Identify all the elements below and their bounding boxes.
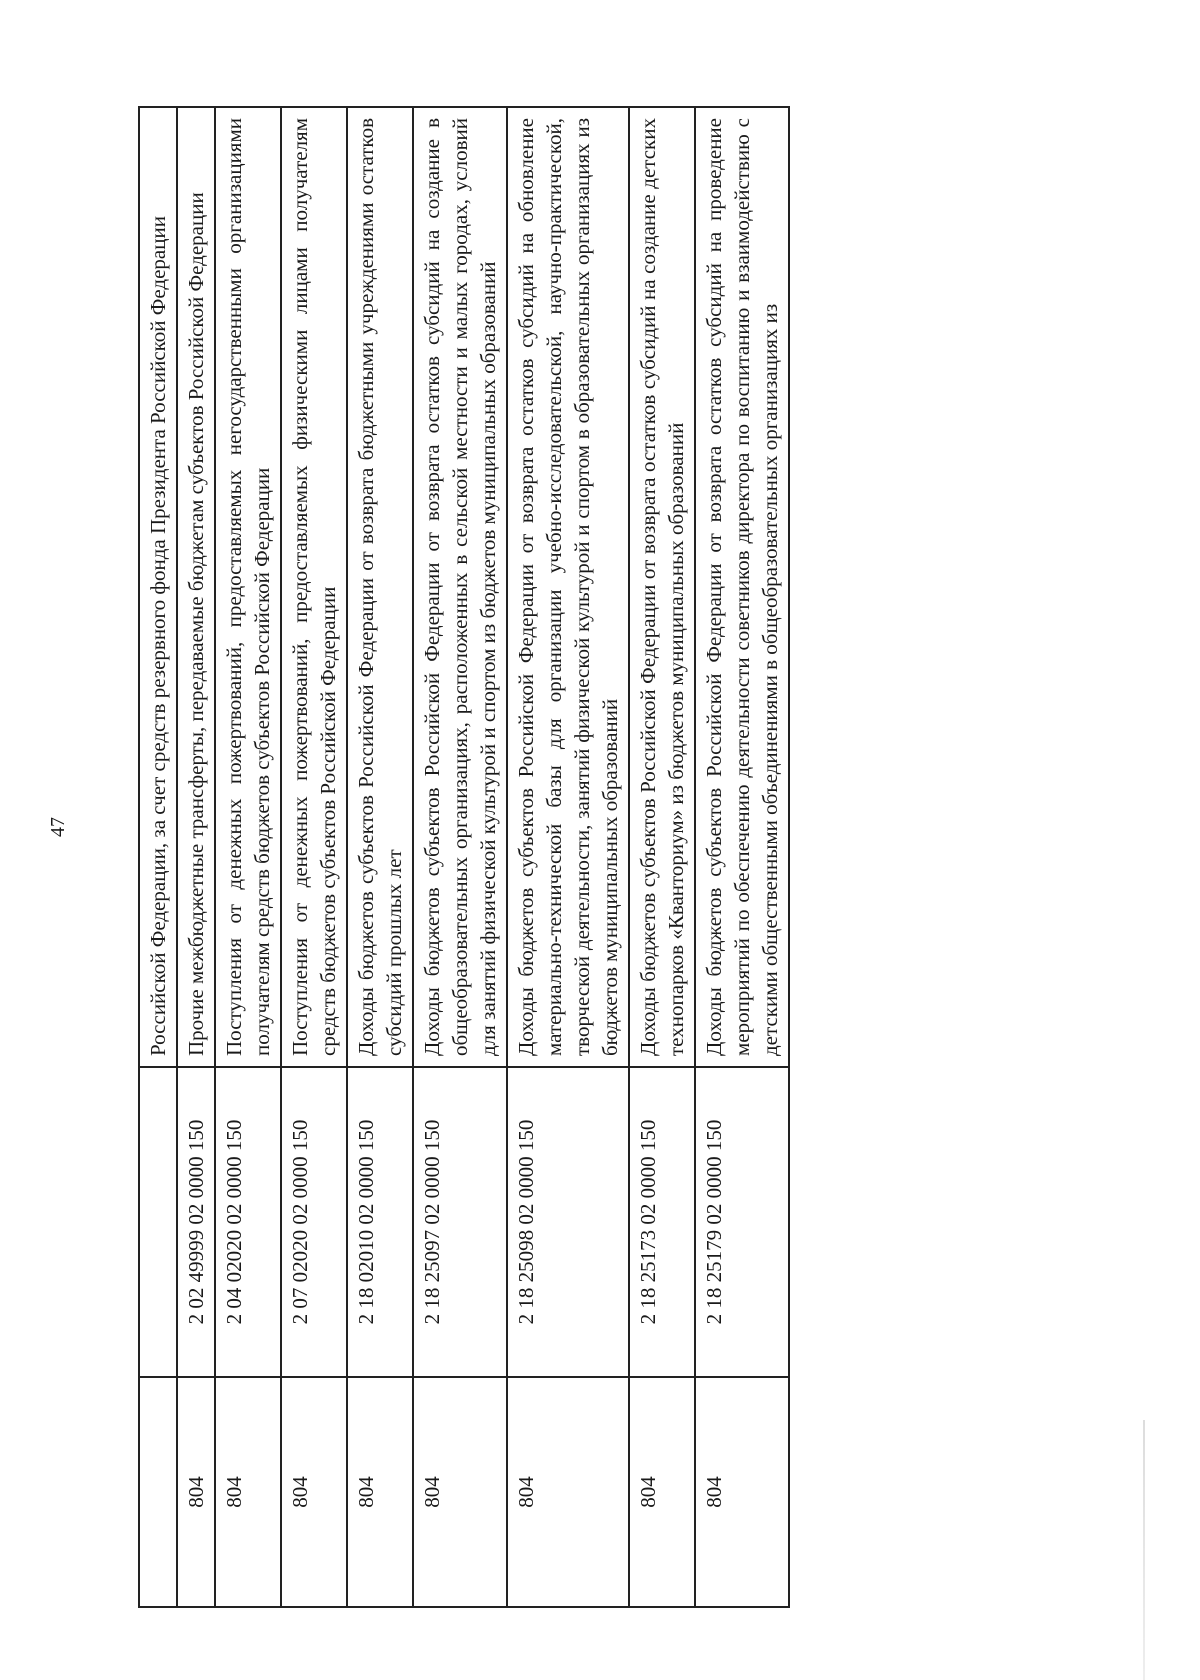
rotated-table-frame — [138, 108, 1062, 1608]
description-cell: Поступления от денежных пожертвований, предоставляемых физическими лицами получателям средств бюджетов субъектов Российской Федерации — [281, 107, 347, 1067]
budget-code-cell: 2 18 25179 02 0000 150 — [695, 1067, 789, 1377]
admin-code-cell: 804 — [413, 1377, 507, 1607]
admin-code-cell: 804 — [215, 1377, 281, 1607]
budget-code-cell: 2 18 25098 02 0000 150 — [507, 1067, 629, 1377]
page-number: 47 — [47, 817, 69, 837]
scan-edge-mark — [1143, 1420, 1145, 1680]
description-cell: Доходы бюджетов субъектов Российской Федерации от возврата остатков субсидий на создание детских технопарков «Кванториум» из бюджетов муниципальных образований — [629, 107, 695, 1067]
table-row — [413, 107, 507, 1607]
table-row — [347, 107, 413, 1607]
table-row — [695, 107, 789, 1607]
budget-code-cell — [139, 1067, 177, 1377]
admin-code-cell: 804 — [347, 1377, 413, 1607]
table-row — [281, 107, 347, 1607]
admin-code-cell: 804 — [507, 1377, 629, 1607]
description-cell: Прочие межбюджетные трансферты, передаваемые бюджетам субъектов Российской Федерации — [177, 107, 215, 1067]
table-row — [177, 107, 215, 1607]
budget-code-cell: 2 04 02020 02 0000 150 — [215, 1067, 281, 1377]
table-row — [139, 107, 177, 1607]
description-cell: Доходы бюджетов субъектов Российской Федерации от возврата бюджетными учреждениями остатков субсидий прошлых лет — [347, 107, 413, 1067]
budget-code-cell: 2 18 25173 02 0000 150 — [629, 1067, 695, 1377]
description-cell: Поступления от денежных пожертвований, предоставляемых негосударственными организациями получателям средств бюджетов субъектов Российской Федерации — [215, 107, 281, 1067]
admin-code-cell: 804 — [695, 1377, 789, 1607]
description-cell: Российской Федерации, за счет средств резервного фонда Президента Российской Федерации — [139, 107, 177, 1067]
budget-code-cell: 2 18 25097 02 0000 150 — [413, 1067, 507, 1377]
description-cell: Доходы бюджетов субъектов Российской Федерации от возврата остатков субсидий на создание в общеобразовательных организациях, расположенных в сельской местности и малых городах, условий для занятий физической культурой и спортом из бюджетов муниципальных образований — [413, 107, 507, 1067]
table-row — [215, 107, 281, 1607]
description-cell: Доходы бюджетов субъектов Российской Федерации от возврата остатков субсидий на проведение мероприятий по обеспечению деятельности советников директора по воспитанию и взаимодействию с детскими общественными объединениями в общеобразовательных организациях из — [695, 107, 789, 1067]
budget-code-cell: 2 07 02020 02 0000 150 — [281, 1067, 347, 1377]
table-row — [629, 107, 695, 1607]
revenue-codes-table — [138, 106, 790, 1608]
budget-code-cell: 2 18 02010 02 0000 150 — [347, 1067, 413, 1377]
admin-code-cell: 804 — [177, 1377, 215, 1607]
admin-code-cell: 804 — [281, 1377, 347, 1607]
budget-code-cell: 2 02 49999 02 0000 150 — [177, 1067, 215, 1377]
table-row — [507, 107, 629, 1607]
admin-code-cell: 804 — [629, 1377, 695, 1607]
table-container — [138, 108, 1062, 1608]
description-cell: Доходы бюджетов субъектов Российской Федерации от возврата остатков субсидий на обновление материально-технической базы для организации учебно-исследовательской, научно-практической, творческой деятельности, занятий физической культурой и спортом в образовательных организациях из бюджетов муниципальных образований — [507, 107, 629, 1067]
admin-code-cell — [139, 1377, 177, 1607]
